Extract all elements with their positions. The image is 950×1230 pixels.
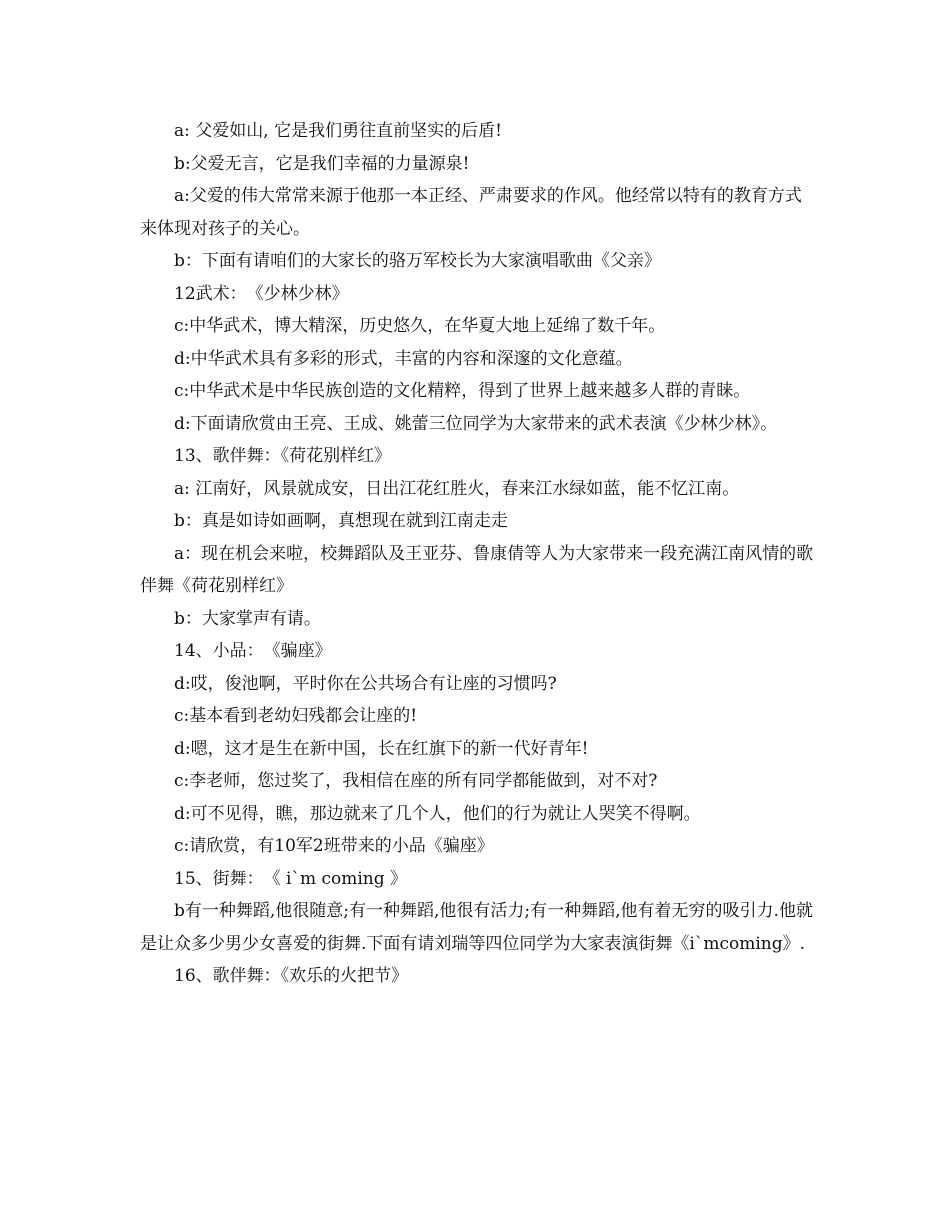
dialogue-line: d:嗯，这才是生在新中国，长在红旗下的新一代好青年! bbox=[174, 738, 589, 759]
program-heading: 12武术： 《少林少林》 bbox=[174, 283, 349, 304]
dialogue-line: c:李老师，您过奖了，我相信在座的所有同学都能做到，对不对? bbox=[174, 771, 658, 791]
dialogue-line: b：大家掌声有请。 bbox=[174, 608, 321, 629]
dialogue-line: d:下面请欣赏由王亮、王成、姚蕾三位同学为大家带来的武术表演《少林少林》。 bbox=[174, 413, 778, 434]
program-heading: 13、歌伴舞：《荷花别样红》 bbox=[174, 446, 392, 466]
dialogue-line: d:可不见得，瞧，那边就来了几个人，他们的行为就让人哭笑不得啊。 bbox=[174, 803, 701, 824]
program-heading: 16、歌伴舞：《欢乐的火把节》 bbox=[174, 966, 409, 986]
dialogue-line: a: 父爱如山, 它是我们勇往直前坚实的后盾! bbox=[174, 121, 502, 141]
dialogue-line: c:基本看到老幼妇残都会让座的! bbox=[174, 706, 418, 726]
dialogue-line: d:哎，俊池啊，平时你在公共场合有让座的习惯吗? bbox=[174, 673, 557, 694]
program-heading: 15、街舞： 《 i`m coming 》 bbox=[174, 868, 408, 889]
dialogue-line: b：真是如诗如画啊，真想现在就到江南走走 bbox=[174, 511, 508, 531]
dialogue-line: c:中华武术，博大精深，历史悠久，在华夏大地上延绵了数千年。 bbox=[174, 316, 666, 336]
dialogue-line: a：现在机会来啦，校舞蹈队及王亚芬、鲁康倩等人为大家带来一段充满江南风情的歌伴舞《荷花别样红》 bbox=[140, 543, 814, 596]
document-body bbox=[140, 115, 815, 993]
dialogue-line: c:中华武术是中华民族创造的文化精粹，得到了世界上越来越多人群的青睐。 bbox=[174, 381, 751, 401]
dialogue-line: a:父爱的伟大常常来源于他那一本正经、严肃要求的作风。他经常以特有的教育方式来体现对孩子的关心。 bbox=[140, 186, 802, 239]
dialogue-line: b：下面有请咱们的大家长的骆万军校长为大家演唱歌曲《父亲》 bbox=[174, 251, 661, 271]
program-heading: 14、小品： 《骗座》 bbox=[174, 641, 332, 661]
dialogue-line: d:中华武术具有多彩的形式，丰富的内容和深邃的文化意蕴。 bbox=[174, 348, 633, 369]
dialogue-line: a: 江南好，风景就成安，日出江花红胜火，春来江水绿如蓝，能不忆江南。 bbox=[174, 478, 740, 499]
dialogue-line: c:请欣赏，有10军2班带来的小品《骗座》 bbox=[174, 836, 494, 856]
dialogue-line: b有一种舞蹈,他很随意;有一种舞蹈,他很有活力;有一种舞蹈,他有着无穷的吸引力.他就是让众多少男少女喜爱的街舞.下面有请刘瑞等四位同学为大家表演街舞《i`mcoming》. bbox=[140, 901, 813, 954]
dialogue-line: b:父爱无言，它是我们幸福的力量源泉! bbox=[174, 153, 470, 174]
